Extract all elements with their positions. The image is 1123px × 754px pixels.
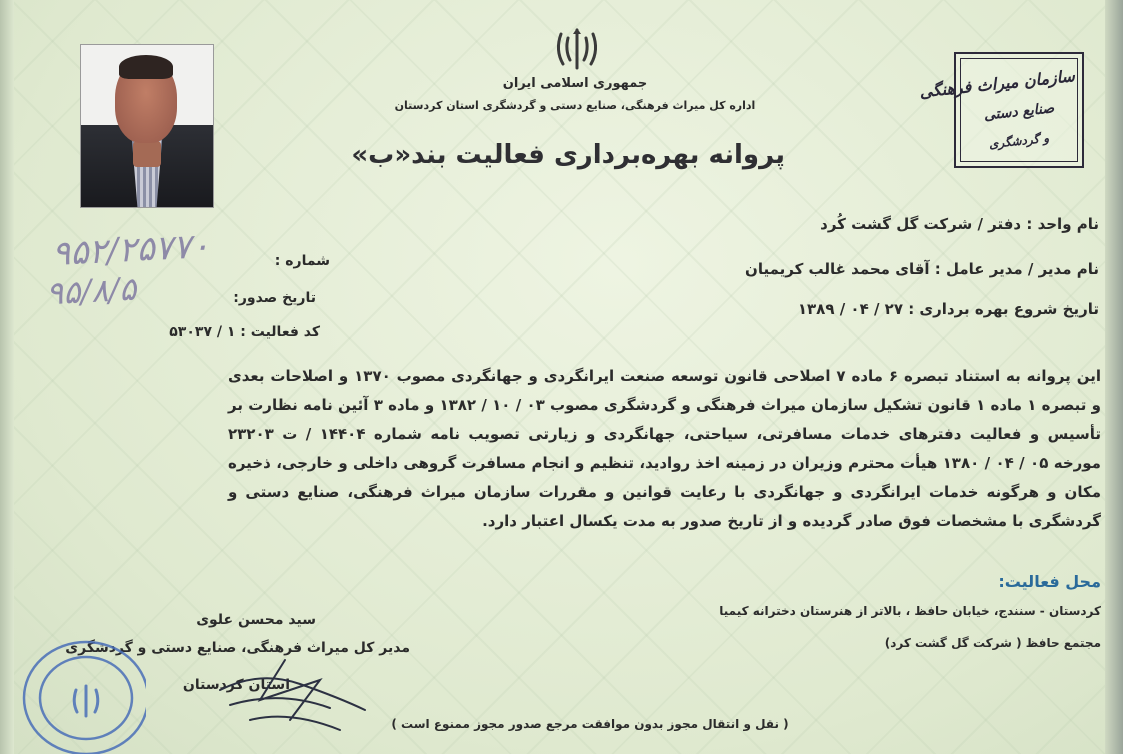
photo-neck (133, 141, 161, 167)
official-stamp-icon (6, 628, 146, 754)
logo-line-3: و گردشگری (988, 130, 1050, 152)
issue-date-value: ۹۵/۸/۵ (45, 269, 138, 313)
location-title: محل فعالیت: (998, 572, 1101, 591)
paper-right-edge (1105, 0, 1123, 754)
signatory-province: استان کردستان (182, 677, 290, 693)
logo-line-2: صنایع دستی (983, 100, 1055, 124)
signatory-name: سید محسن علوی (196, 612, 316, 628)
start-date: تاریخ شروع بهره برداری : ۲۷ / ۰۴ / ۱۳۸۹ (797, 300, 1099, 318)
license-number-value: ۹۵۲/۲۵۷۷۰ (51, 225, 211, 275)
photo-hair (119, 55, 173, 79)
signatory-role: مدیر کل میراث فرهنگی، صنایع دستی و گردشگری (65, 640, 410, 656)
issue-date-label: تاریخ صدور: (233, 290, 316, 306)
handwritten-signature-icon (190, 650, 370, 740)
footer-note: ( نقل و انتقال مجوز بدون موافقت مرجع صدور مجوز ممنوع است ) (391, 717, 789, 731)
unit-name: نام واحد : دفتر / شرکت گل گشت کُرد (820, 215, 1099, 233)
organization-logo (918, 52, 1084, 168)
logo-line-1: سازمان میراث فرهنگی (918, 66, 1076, 102)
department-heading: اداره کل میراث فرهنگی، صنایع دستی و گردشگری استان کردستان (394, 99, 756, 112)
iran-emblem-icon (553, 26, 601, 72)
location-address: کردستان - سنندج، خیابان حافظ ، بالاتر از هنرستان دخترانه کیمیا (719, 604, 1101, 618)
location-complex: مجتمع حافظ ( شرکت گل گشت کرد) (884, 636, 1101, 650)
manager-name: نام مدیر / مدیر عامل : آقای محمد غالب کریمیان (745, 260, 1099, 278)
document-title: پروانه بهره‌برداری فعالیت بند«ب» (351, 140, 785, 170)
republic-heading: جمهوری اسلامی ایران (502, 76, 648, 91)
license-number-label: شماره : (274, 253, 330, 269)
activity-code: کد فعالیت : ۱ / ۵۳۰۳۷ (169, 324, 320, 340)
license-body-text: این پروانه به استناد تبصره ۶ ماده ۷ اصلاحی قانون توسعه صنعت ایرانگردی و جهانگردی مصوب ۱۳۷۰ و اصلاحات بعدی و تبصره ۱ ماده ۱ قانون تشکیل سازمان میراث فرهنگی و گردشگری مصوب ۰۳ / ۱۰ / ۱۳۸۲ و ماده ۳ آئین نامه نظارت بر تأسیس و فعالیت دفترهای خدمات مسافرتی، سیاحتی، جهانگردی و زیارتی تصویب نامه شماره ۱۴۴۰۴ / ت ۲۳۲۰۳ مورخه ۰۵ / ۰۴ / ۱۳۸۰ هیأت محترم وزیران در زمینه اخذ روادید، تنظیم و انجام مسافرت گروهی داخلی و خارجی، ذخیره مکان و هرگونه خدمات ایرانگردی و جهانگردی با رعایت قوانین و مقررات سازمان میراث فرهنگی، صنایع دستی و گردشگری با مشخصات فوق صادر گردیده و از تاریخ صدور به مدت یکسال اعتبار دارد. (228, 367, 1102, 530)
holder-photo (80, 44, 214, 208)
